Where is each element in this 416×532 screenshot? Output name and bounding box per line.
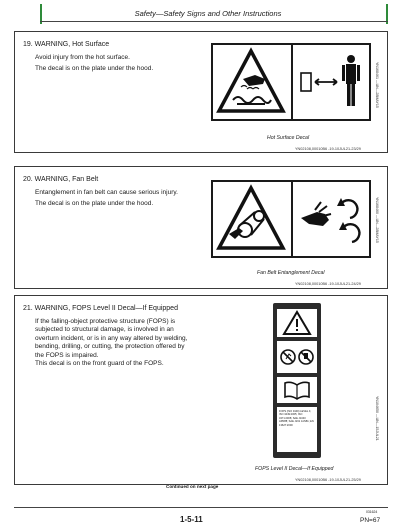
hot-surface-warning-icon (213, 45, 289, 119)
belt-entanglement-warning-icon (213, 182, 289, 256)
section-paragraph: The decal is on the plate under the hood. (35, 65, 154, 72)
read-manual-icon (277, 377, 317, 403)
section-paragraph: This decal is on the front guard of the FOPS. (35, 360, 164, 367)
figure-code: YN168460 —UN—28MAY15 (375, 197, 379, 243)
section-paragraph: Avoid injury from the hot surface. (35, 54, 130, 61)
figure-caption: Hot Surface Decal (267, 135, 310, 141)
figure-caption: Fan Belt Entanglement Decal (257, 270, 325, 276)
reference-code: YN02108,00010B6 -19-10JUL21-25/29 (295, 478, 361, 482)
fops-spec-panel (277, 407, 317, 452)
hot-surface-decal (211, 43, 371, 121)
section-title: 19. WARNING, Hot Surface (23, 41, 110, 48)
fops-manual-panel (277, 377, 317, 403)
reference-code: YN02108,00010B6 -19-10JUL21-23/29 (295, 147, 361, 151)
figure-code: YN168461 —UN—28MAY15 (375, 62, 379, 108)
section-fan-belt (14, 166, 388, 289)
document-code: 031624 (366, 510, 378, 514)
section-title: 21. WARNING, FOPS Level II Decal—If Equipped (23, 305, 178, 312)
no-drilling-icon (299, 350, 313, 364)
no-welding-icon (281, 350, 295, 364)
header-divider (40, 21, 388, 22)
section-hot-surface (14, 31, 388, 153)
fops-warning-panel (277, 309, 317, 337)
page-number: 1-5-11 (180, 515, 203, 524)
hand-rotating-belt-icon (293, 182, 371, 256)
section-paragraph: Entanglement in fan belt can cause serious injury. (35, 189, 178, 196)
section-paragraph: The decal is on the plate under the hood. (35, 200, 154, 207)
keep-away-person-icon (293, 45, 371, 119)
fops-prohibition-icons (277, 341, 317, 373)
page-header-title: Safety—Safety Signs and Other Instructions (134, 9, 282, 18)
pn-number: PN=67 (360, 517, 381, 524)
section-paragraph: If the falling-object protective structure (FOPS) is subjected to structural damage, is involved in an overturn incident, or is in any way altered by welding, bending, drilling, or cutting, the protection offered by the FOPS is impaired. (35, 318, 188, 359)
fops-spec-text: FOPS (ISO 3449) LEVEL II, ISO 3449:2005; ISO 3471:2008; SAE J1040 APR88; SAE J231 JAN81; EN 13627:2000 (279, 410, 314, 427)
fops-prohibition-panel (277, 341, 317, 373)
figure-caption: FOPS Level II Decal—If Equipped (255, 466, 334, 472)
reference-code: YN02108,00010B6 -19-10JUL21-24/29 (295, 282, 361, 286)
section-fops (14, 295, 388, 485)
fops-warning-icon (277, 309, 317, 337)
continued-note: Continued on next page (166, 484, 219, 489)
footer-divider (14, 507, 388, 508)
figure-code: YN104650 —UN—15JUL21 (375, 396, 379, 441)
fops-decal (273, 303, 321, 458)
fan-belt-decal (211, 180, 371, 258)
section-title: 20. WARNING, Fan Belt (23, 176, 99, 183)
